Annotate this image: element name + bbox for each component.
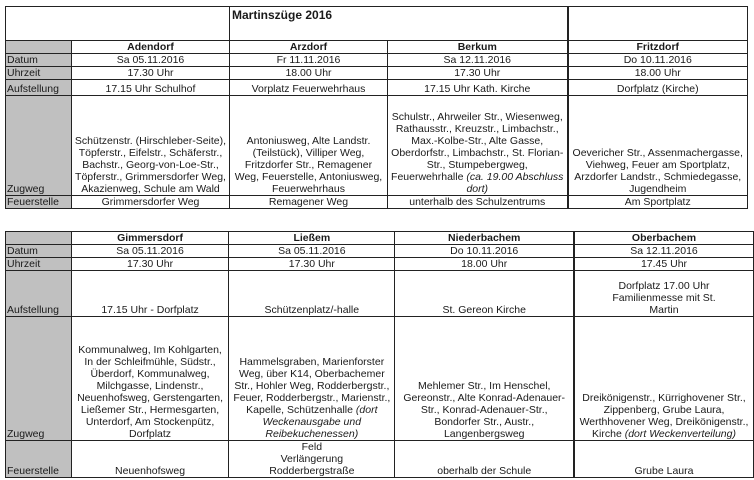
zugweg-note: (dort Weckenverteilung) <box>624 428 736 440</box>
title-blank-cell-right <box>568 7 748 41</box>
label-aufstellung: Aufstellung <box>6 271 72 317</box>
cell-aufstellung: St. Gereon Kirche <box>395 271 574 317</box>
cell-zugweg <box>230 96 388 196</box>
label-blank <box>6 232 72 245</box>
cell-uhrzeit: 18.00 Uhr <box>395 258 574 271</box>
col-header-adendorf: Adendorf <box>72 41 230 54</box>
col-header-fritzdorf: Fritzdorf <box>568 41 748 54</box>
cell-aufstellung: 17.15 Uhr Schulhof <box>72 80 230 96</box>
row-aufstellung <box>6 80 748 96</box>
cell-datum: Sa 05.11.2016 <box>229 245 395 258</box>
row-uhrzeit <box>6 67 748 80</box>
cell-feuerstelle: Feld Verlängerung Rodderbergstraße <box>229 441 395 478</box>
label-blank <box>6 41 72 54</box>
cell-uhrzeit: 17.30 Uhr <box>72 67 230 80</box>
cell-uhrzeit: 17.30 Uhr <box>229 258 395 271</box>
cell-aufstellung: 17.15 Uhr - Dorfplatz <box>71 271 228 317</box>
cell-zugweg <box>72 96 230 196</box>
cell-datum: Sa 05.11.2016 <box>71 245 228 258</box>
cell-datum: Sa 05.11.2016 <box>72 54 230 67</box>
cell-feuerstelle: Neuenhofsweg <box>71 441 228 478</box>
row-feuerstelle <box>6 441 754 478</box>
row-feuerstelle <box>6 196 748 209</box>
cell-zugweg <box>395 317 574 441</box>
cell-zugweg <box>71 317 228 441</box>
row-datum <box>6 245 754 258</box>
col-header-arzdorf: Arzdorf <box>230 41 388 54</box>
zugweg-note: (dort Weckenausgabe und Reibekuchenessen) <box>262 404 378 440</box>
cell-aufstellung: Schützenplatz/-halle <box>229 271 395 317</box>
cell-feuerstelle: oberhalb der Schule <box>395 441 574 478</box>
title-row <box>6 7 748 41</box>
cell-zugweg <box>574 317 753 441</box>
zugweg-text: Mehlemer Str., Im Henschel, Gereonstr., Alte Konrad-Adenauer-Str., Konrad-Adenauer-Str., Bondorfer Str., Austr., Langenbergsweg <box>403 380 566 440</box>
col-header-gimmersdorf: Gimmersdorf <box>71 232 228 245</box>
label-datum: Datum <box>6 54 72 67</box>
label-zugweg: Zugweg <box>6 96 72 196</box>
cell-feuerstelle: unterhalb des Schulzentrums <box>388 196 568 209</box>
table-martinszuege-part2 <box>5 231 754 478</box>
cell-datum: Fr 11.11.2016 <box>230 54 388 67</box>
col-header-berkum: Berkum <box>388 41 568 54</box>
header-row <box>6 232 754 245</box>
label-uhrzeit: Uhrzeit <box>6 67 72 80</box>
zugweg-text: Hammelsgraben, Marienforster Weg, über K14, Oberbachemer Str., Hohler Weg, Rodderbergstr., Feuer, Rodderbergstr., Marienstr., Kapelle, Schützenhalle <box>233 356 391 416</box>
label-zugweg: Zugweg <box>6 317 72 441</box>
cell-zugweg <box>568 96 748 196</box>
cell-uhrzeit: 17.45 Uhr <box>574 258 753 271</box>
header-row <box>6 41 748 54</box>
zugweg-text: Oevericher Str., Assenmachergasse, Viehweg, Feuer am Sportplatz, Arzdorfer Landstr., Schmiedegasse, Jugendheim <box>572 147 743 195</box>
zugweg-text: Dreikönigenstr., Kürrighovener Str., Zippenberg, Grube Laura, Werthhovener Weg, Dreikönigenstr., Kirche <box>579 392 749 440</box>
cell-uhrzeit: 17.30 Uhr <box>71 258 228 271</box>
cell-aufstellung: 17.15 Uhr Kath. Kirche <box>388 80 568 96</box>
cell-feuerstelle: Grube Laura <box>574 441 753 478</box>
cell-uhrzeit: 18.00 Uhr <box>230 67 388 80</box>
cell-datum: Do 10.11.2016 <box>568 54 748 67</box>
cell-datum: Do 10.11.2016 <box>395 245 574 258</box>
cell-aufstellung: Vorplatz Feuerwehrhaus <box>230 80 388 96</box>
label-feuerstelle: Feuerstelle <box>6 196 72 209</box>
cell-datum: Sa 12.11.2016 <box>574 245 753 258</box>
cell-feuerstelle: Remagener Weg <box>230 196 388 209</box>
title-blank-cell <box>6 7 230 41</box>
row-zugweg <box>6 96 748 196</box>
page-title: Martinszüge 2016 <box>230 7 568 41</box>
col-header-niederbachem: Niederbachem <box>395 232 574 245</box>
row-datum <box>6 54 748 67</box>
row-zugweg <box>6 317 754 441</box>
cell-aufstellung: Dorfplatz (Kirche) <box>568 80 748 96</box>
row-uhrzeit <box>6 258 754 271</box>
cell-uhrzeit: 18.00 Uhr <box>568 67 748 80</box>
table-martinszuege-part1 <box>5 6 748 209</box>
cell-zugweg <box>229 317 395 441</box>
cell-zugweg <box>388 96 568 196</box>
zugweg-note: (ca. 19.00 Abschluss dort) <box>466 171 564 195</box>
label-aufstellung: Aufstellung <box>6 80 72 96</box>
cell-uhrzeit: 17.30 Uhr <box>388 67 568 80</box>
row-aufstellung <box>6 271 754 317</box>
col-header-oberbachem: Oberbachem <box>574 232 753 245</box>
cell-datum: Sa 12.11.2016 <box>388 54 568 67</box>
label-uhrzeit: Uhrzeit <box>6 258 72 271</box>
zugweg-text: Schützenstr. (Hirschleber-Seite), Töpferstr., Eifelstr., Schäferstr., Bachstr., Georg-von-Loe-Str., Töpferstr., Grimmersdorfer Weg, Akazienweg, Schule am Wald <box>74 135 227 195</box>
cell-feuerstelle: Grimmersdorfer Weg <box>72 196 230 209</box>
label-datum: Datum <box>6 245 72 258</box>
col-header-liessem: Ließem <box>229 232 395 245</box>
zugweg-text: Kommunalweg, Im Kohlgarten, In der Schleifmühle, Südstr., Überdorf, Kommunalweg, Milchgasse, Lindenstr., Neuenhofsweg, Gerstengarten, Ließemer Str., Hermesgarten, Unterdorf, Am Stockenpütz, Dorfplatz <box>77 344 224 440</box>
zugweg-text: Antoniusweg, Alte Landstr. (Teilstück), Villiper Weg, Fritzdorfer Str., Remagener Weg, Feuerstelle, Antoniusweg, Feuerwehrhaus <box>234 135 383 195</box>
label-feuerstelle: Feuerstelle <box>6 441 72 478</box>
zugweg-text: Schulstr., Ahrweiler Str., Wiesenweg, Rathausstr., Kreuzstr., Limbachstr., Max.-Kolbe-Str., Alte Gasse, Oberdorfstr., Limbachstr., St. Florian-Str., Stumpebergweg, Feuerwehrhalle <box>391 111 564 183</box>
cell-feuerstelle: Am Sportplatz <box>568 196 748 209</box>
cell-aufstellung: Dorfplatz 17.00 Uhr Familienmesse mit St. Martin <box>574 271 753 317</box>
